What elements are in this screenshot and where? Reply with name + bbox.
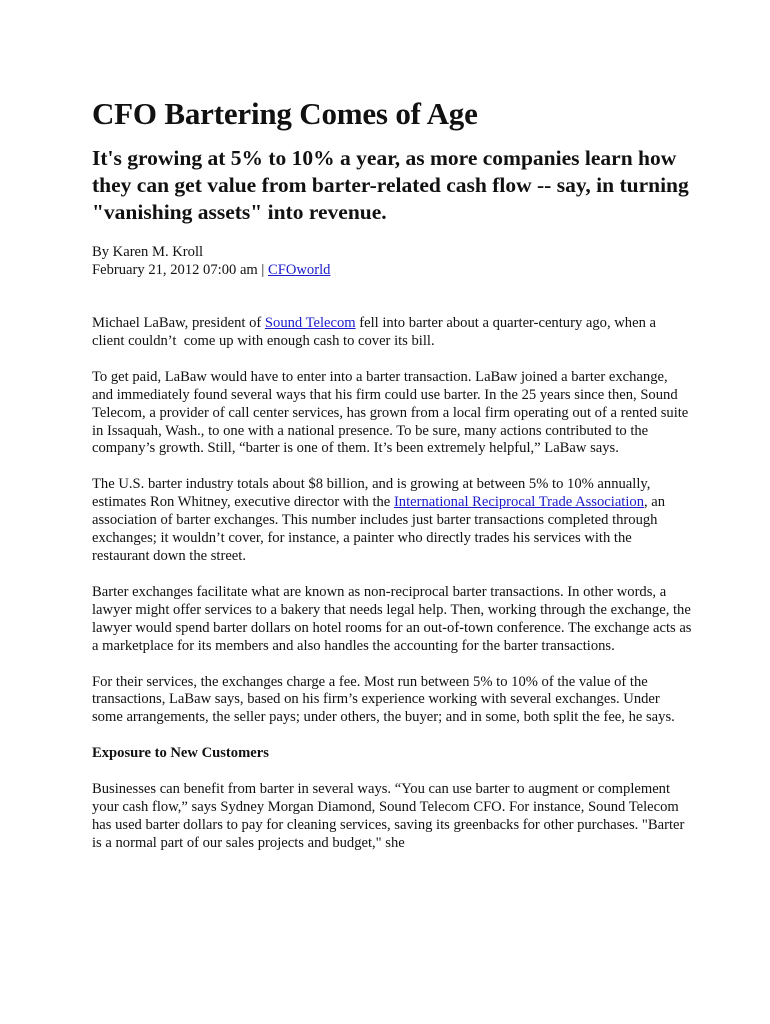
date-line (92, 261, 692, 279)
article-text (92, 315, 692, 853)
article-subtitle: It's growing at 5% to 10% a year, as more companies learn how they can get value from barter-related cash flow -- say, in turning "vanishing assets" into revenue. (92, 146, 689, 224)
paragraph-1-end: fell into barter about a quarter-century ago, when a client couldn’t come up with enough cash to cover its bill. (92, 315, 656, 349)
author: By Karen M. Kroll (92, 244, 204, 260)
paragraph-2: To get paid, LaBaw would have to enter into a barter transaction. LaBaw joined a barter exchange, and immediately found several ways that his firm could use barter. In the 25 years since then, Sound Telecom, a provider of call center services, has grown from a local firm operating out of a rented suite in Issaquah, Wash., to one with a national presence. To be sure, many actions contributed to the company’s growth. Still, “barter is one of them. It’s been extremely helpful,” LaBaw says. (92, 368, 689, 457)
paragraph-4: Barter exchanges facilitate what are known as non-reciprocal barter transactions. In other words, a lawyer might offer services to a bakery that needs legal help. Then, working through the exchange, the lawyer would spend barter dollars on hotel rooms for an out-of-town conference. The exchange acts as a marketplace for its members and also handles the accounting for the barter transactions. (92, 583, 692, 654)
link-sound-telecom[interactable]: Sound Telecom (264, 315, 356, 331)
section-heading: Exposure to New Customers (92, 745, 269, 762)
link-irta[interactable]: International Reciprocal Trade Association (393, 494, 644, 511)
article-title: CFO Bartering Comes of Age (92, 96, 478, 131)
date-text: February 21, 2012 07:00 am | (92, 262, 268, 278)
paragraph-3 (92, 476, 692, 566)
byline (92, 243, 692, 279)
paragraph-3-end: , an association of barter exchanges. This number includes just barter transactions completed through exchanges; it wouldn’t cover, for instance, a painter who directly trades his services with the restaurant down the street. (92, 494, 666, 564)
paragraph-1 (92, 315, 692, 351)
article-body (92, 96, 692, 871)
source-link-cfoworld[interactable]: CFOworld (268, 262, 331, 278)
paragraph-6: Businesses can benefit from barter in several ways. “You can use barter to augment or complement your cash flow,” says Sydney Morgan Diamond, Sound Telecom CFO. For instance, Sound Telecom has used barter dollars to pay for cleaning services, saving its greenbacks for other purchases. "Barter is a normal part of our sales projects and budget," she (92, 781, 685, 851)
paragraph-5: For their services, the exchanges charge a fee. Most run between 5% to 10% of the value of the transactions, LaBaw says, based on his firm’s experience working with several exchanges. Under some arrangements, the seller pays; under others, the buyer; and in some, both split the fee, he says. (92, 673, 675, 726)
paragraph-1-start: Michael LaBaw, president of (92, 315, 265, 331)
paragraph-3-start: The U.S. barter industry totals about $8 billion, and is growing at between 5% to 10% annually, estimates Ron Whitney, executive director with the (92, 476, 651, 511)
